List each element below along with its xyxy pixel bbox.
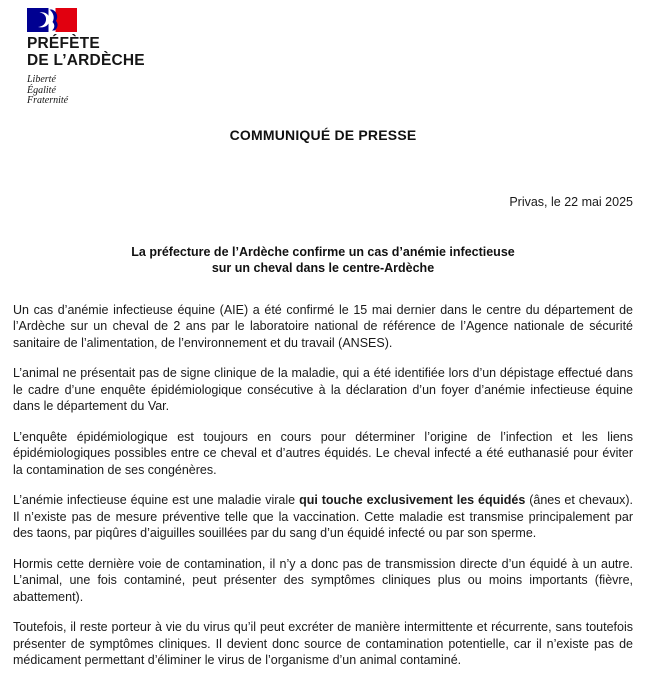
motto-fraternite: Fraternité: [27, 95, 69, 106]
body-text: [13, 302, 633, 669]
paragraph-4-bold: qui touche exclusivement les équidés: [299, 493, 526, 507]
institution-line-1: PRÉFÈTE: [27, 35, 100, 52]
institution-line-2: DE L’ARDÈCHE: [27, 52, 145, 69]
paragraph-3: L’enquête épidémiologique est toujours en cours pour déterminer l’origine de l’infection et les liens épidémiologiques possibles entre ce cheval et d’autres équidés. Le cheval infecté a été euthanasié pour éviter la contamination de ses congénères.: [13, 429, 633, 477]
paragraph-1: Un cas d’anémie infectieuse équine (AIE) a été confirmé le 15 mai dernier dans le centre du département de l’Ardèche sur un cheval de 2 ans par le laboratoire national de référence de l’Agence nationale de sécurité sanitaire de l’alimentation, de l’environnement et du travail (ANSES).: [13, 302, 633, 350]
paragraph-2: L’animal ne présentait pas de signe clinique de la maladie, qui a été identifiée lors d’un dépistage effectué dans le cadre d’une enquête épidémiologique consécutive à la déclaration d’un foyer d’anémie infectieuse équine dans le département du Var.: [13, 366, 633, 413]
press-release-kicker: COMMUNIQUÉ DE PRESSE: [229, 126, 417, 143]
headline: [0, 244, 646, 276]
paragraph-4: [13, 492, 633, 542]
marianne-flag-icon: [27, 7, 77, 33]
paragraph-5: Hormis cette dernière voie de contamination, il n’y a donc pas de transmission directe d’un équidé à un autre. L’animal, une fois contaminé, peut présenter des symptômes cliniques plus ou moins importants (fièvre, abattement).: [13, 556, 633, 604]
government-logo-block: [0, 0, 646, 107]
headline-line-2: sur un cheval dans le centre-Ardèche: [211, 260, 435, 275]
motto-egalite: Égalité: [27, 84, 56, 96]
republic-motto: [27, 75, 646, 107]
motto-liberte: Liberté: [27, 74, 56, 85]
headline-line-1: La préfecture de l’Ardèche confirme un cas d’anémie infectieuse: [131, 244, 515, 259]
paragraph-4-pre: L’anémie infectieuse équine est une maladie virale: [13, 493, 300, 507]
institution-name: [27, 35, 646, 69]
paragraph-4-post: (ânes et chevaux). Il n’existe pas de mesure préventive telle que la vaccination. Cette maladie est transmise principalement par des taons, par piqûres d’aiguilles souillées par du sang d’un équidé infecté ou par son sperme.: [13, 493, 633, 540]
paragraph-6: Toutefois, il reste porteur à vie du virus qu’il peut excréter de manière intermittente et récurrente, sans toutefois présenter de symptômes cliniques. Il devient donc source de contamination potentielle, car il n’existe pas de médicament permettant d’éliminer le virus de l’organisme d’un animal contaminé.: [13, 620, 633, 667]
dateline: Privas, le 22 mai 2025: [509, 194, 633, 209]
